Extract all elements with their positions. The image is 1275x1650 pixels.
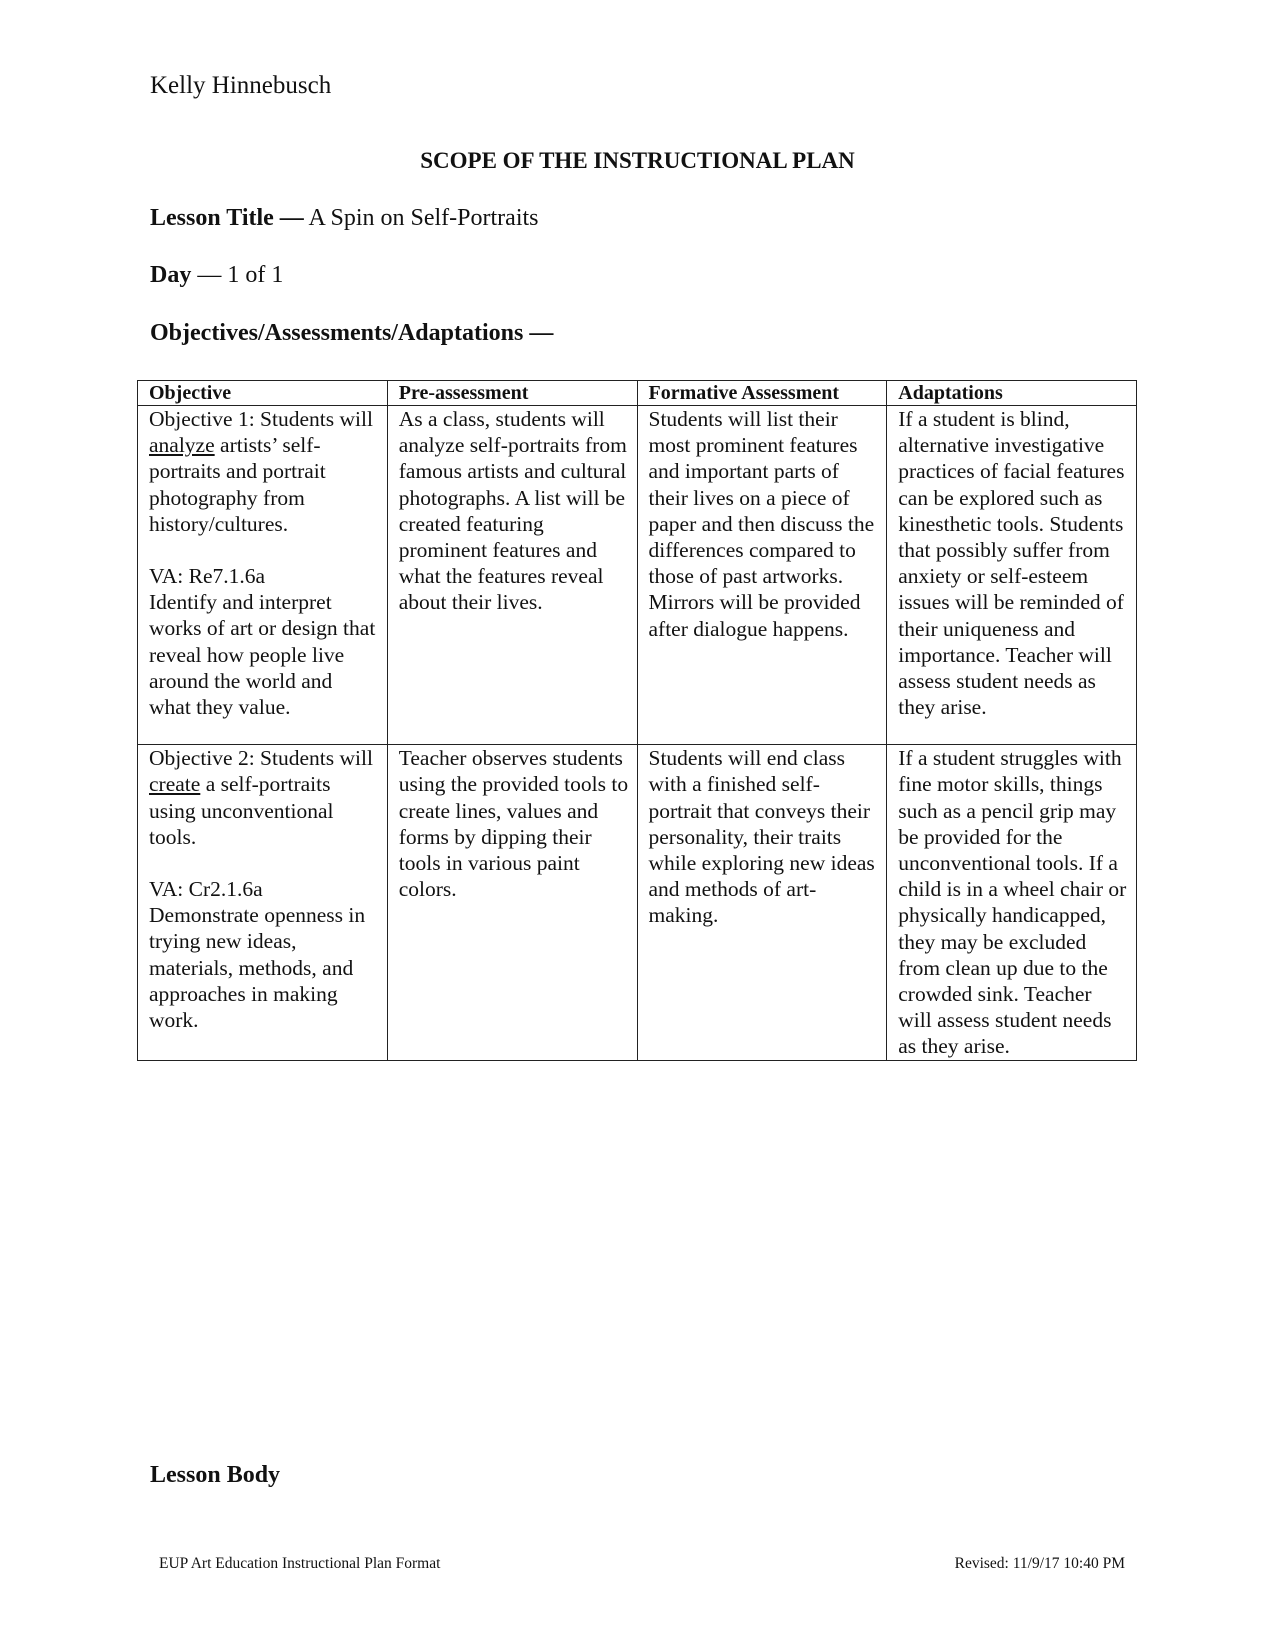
formative-assessment-cell: Students will end class with a finished self-portrait that conveys their personality, their traits while exploring new ideas and methods of art-making. [637, 745, 887, 1060]
standard-text: Demonstrate openness in trying new ideas, materials, methods, and approaches in making work. [149, 903, 366, 1033]
pre-assessment-cell: Teacher observes students using the provided tools to create lines, values and forms by dipping their tools in various paint colors. [387, 745, 637, 1060]
objectives-heading-text: Objectives/Assessments/Adaptations — [150, 320, 554, 346]
header-objective: Objective [138, 381, 388, 406]
objective-cell [138, 406, 388, 745]
footer-format-name: EUP Art Education Instructional Plan Format [159, 1555, 441, 1572]
lesson-body-heading: Lesson Body [150, 1462, 281, 1488]
footer-revised-date: Revised: 11/9/17 10:40 PM [954, 1555, 1125, 1572]
objective-verb: analyze [149, 433, 215, 458]
day-label: Day [150, 262, 192, 288]
spacer [149, 537, 379, 563]
objective-verb: create [149, 772, 201, 797]
day-value: — 1 of 1 [191, 262, 284, 288]
adaptations-cell: If a student struggles with fine motor skills, things such as a pencil grip may be provided for the unconventional tools. If a child is in a wheel chair or physically handicapped, they may be excluded from clean up due to the crowded sink. Teacher will assess student needs as they arise. [887, 745, 1137, 1060]
document-title: SCOPE OF THE INSTRUCTIONAL PLAN [420, 148, 855, 173]
formative-assessment-cell: Students will list their most prominent features and important parts of their lives on a piece of paper and then discuss the differences compared to those of past artworks. Mirrors will be provided after dialogue happens. [637, 406, 887, 745]
header-pre-assessment: Pre-assessment [387, 381, 637, 406]
header-formative-assessment: Formative Assessment [637, 381, 887, 406]
standard-code: VA: Re7.1.6a [149, 564, 266, 589]
table-row [138, 406, 1137, 745]
standard-code: VA: Cr2.1.6a [149, 877, 263, 902]
lesson-title-label: Lesson Title — [150, 205, 304, 231]
objective-text: Objective 1: Students will [149, 407, 373, 431]
objectives-table [137, 380, 1137, 1061]
adaptations-cell: If a student is blind, alternative investigative practices of facial features can be explored such as kinesthetic tools. Students that possibly suffer from anxiety or self-esteem issues will be reminded of their uniqueness and importance. Teacher will assess student needs as they arise. [887, 406, 1137, 745]
objective-text: a self-portraits using unconventional tools. [149, 772, 334, 849]
objective-cell [138, 745, 388, 1060]
lesson-title-value: A Spin on Self-Portraits [303, 205, 539, 231]
lesson-day [150, 262, 283, 289]
objective-text: artists’ self-portraits and portrait photography from history/cultures. [149, 433, 326, 536]
objectives-heading [150, 320, 553, 347]
author-name: Kelly Hinnebusch [150, 72, 332, 99]
objective-statement [149, 406, 379, 537]
pre-assessment-cell: As a class, students will analyze self-portraits from famous artists and cultural photographs. A list will be created featuring prominent features and what the features reveal about their lives. [387, 406, 637, 745]
lesson-title [150, 205, 539, 232]
objective-text: Objective 2: Students will [149, 746, 373, 771]
objective-statement [149, 745, 379, 850]
header-adaptations: Adaptations [887, 381, 1137, 406]
table-row [138, 745, 1137, 1060]
table-header-row [138, 381, 1137, 406]
spacer [149, 850, 379, 876]
standard-text: Identify and interpret works of art or design that reveal how people live around the world and what they value. [149, 590, 376, 720]
